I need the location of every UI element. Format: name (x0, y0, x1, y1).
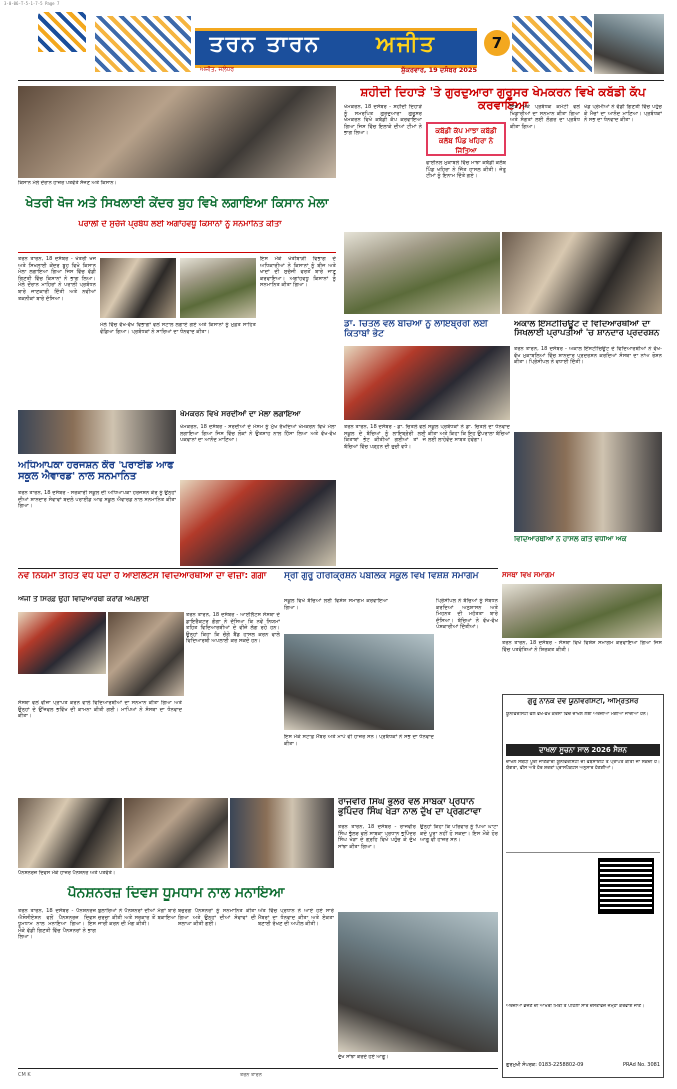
masthead-pattern-right (512, 16, 592, 72)
s7-body-col2: ਤਰਨ ਤਾਰਨ, 18 ਦਸੰਬਰ - ਆਈਲੈਟਸ ਸੰਸਥਾ ਦੇ ਡਾਇਰੈਕਟਰ ਗੰਗਾ ਨੇ ਦੱਸਿਆ ਕਿ ਨਵੇਂ ਨਿਯਮਾਂ ਤਹਿਤ ਵਿਦਿਆਰਥੀਆਂ ਦੇ ਵੀਜ਼ੇ ਲੱਗ ਰਹੇ ਹਨ। ਉਨ੍ਹਾਂ ਕਿਹਾ ਕਿ ਚੰਗੇ ਬੈਂਡ ਹਾਸਲ ਕਰਨ ਵਾਲੇ ਵਿਦਿਆਰਥੀ ਅਪਲਾਈ ਕਰ ਸਕਦੇ ਹਨ। (186, 612, 280, 645)
s1-body-col1: ਖੇਮਕਰਨ, 18 ਦਸੰਬਰ - ਸ਼ਹੀਦੀ ਦਿਹਾੜੇ ਨੂੰ ਸਮਰਪਿਤ ਗੁਰਦੁਆਰਾ ਗੁਰੂਸਰ ਖੇਮਕਰਨ ਵਿਖੇ ਕਬੱਡੀ ਕੱਪ ਕਰਵਾਇਆ ਗਿਆ ਜਿਸ ਵਿੱਚ ਇਲਾਕੇ ਦੀਆਂ ਟੀਮਾਂ ਨੇ ਭਾਗ ਲਿਆ। (344, 104, 422, 137)
s2-body-col2: ਮੇਲੇ ਵਿੱਚ ਵੱਖ-ਵੱਖ ਵਿਭਾਗਾਂ ਵਲੋਂ ਸਟਾਲ ਲਗਾਏ ਗਏ ਅਤੇ ਕਿਸਾਨਾਂ ਨੂੰ ਮੁਫ਼ਤ ਸਾਹਿਤ ਵੰਡਿਆ ਗਿਆ। ਪ੍ਰਬੰਧਕਾਂ ਨੇ ਸਾਰਿਆਂ ਦਾ ਧੰਨਵਾਦ ਕੀਤਾ। (100, 322, 256, 335)
s2-body-col1: ਤਰਨ ਤਾਰਨ, 18 ਦਸੰਬਰ - ਖੇਤਰੀ ਖੋਜ ਅਤੇ ਸਿਖਲਾਈ ਕੇਂਦਰ ਬੂਹ ਵਿਖੇ ਕਿਸਾਨ ਮੇਲਾ ਲਗਾਇਆ ਗਿਆ ਜਿਸ ਵਿੱਚ ਵੱਡੀ ਗਿਣਤੀ ਵਿੱਚ ਕਿਸਾਨਾਂ ਨੇ ਭਾਗ ਲਿਆ। ਮੇਲੇ ਦੌਰਾਨ ਮਾਹਿਰਾਂ ਨੇ ਪਰਾਲੀ ਪ੍ਰਬੰਧਨ ਬਾਰੇ ਜਾਣਕਾਰੀ ਦਿੱਤੀ ਅਤੇ ਨਵੀਆਂ ਤਕਨੀਕਾਂ ਬਾਰੇ ਦੱਸਿਆ। (18, 256, 96, 302)
masthead-photo (594, 14, 664, 74)
caption-top-left: ਕਿਸਾਨ ਮੇਲੇ ਦੌਰਾਨ ਹਾਜ਼ਰ ਪਤਵੰਤੇ ਸੱਜਣ ਅਤੇ ਕਿਸਾਨ। (18, 180, 117, 186)
footer-mid: ਤਰਨ ਤਾਰਨ (240, 1072, 262, 1078)
s7-photo-2 (108, 612, 184, 696)
s9-body-col2: ਉਨ੍ਹਾਂ ਕਿਹਾ ਕਿ ਪਰਿਵਾਰ ਨੂੰ ਪਿਆ ਘਾਟਾ ਕਦੇ ਪੂਰਾ ਨਹੀਂ ਹੋ ਸਕਦਾ। ਇਸ ਮੌਕੇ ਹੋਰ ਆਗੂ ਵੀ ਹਾਜ਼ਰ ਸਨ। (420, 824, 498, 844)
s5-body: ਖੇਮਕਰਨ, 18 ਦਸੰਬਰ - ਸਰਦੀਆਂ ਦੇ ਮੌਸਮ ਨੂੰ ਮੁੱਖ ਰੱਖਦਿਆਂ ਖੇਮਕਰਨ ਵਿਖੇ ਮੇਲਾ ਲਗਾਇਆ ਗਿਆ ਜਿਸ ਵਿੱਚ ਲੋਕਾਂ ਨੇ ਉਤਸ਼ਾਹ ਨਾਲ ਹਿੱਸਾ ਲਿਆ ਅਤੇ ਵੱਖ-ਵੱਖ ਪਕਵਾਨਾਂ ਦਾ ਆਨੰਦ ਮਾਣਿਆ। (180, 424, 336, 444)
masthead-date: ਸ਼ੁੱਕਰਵਾਰ, 19 ਦਸੰਬਰ 2025 (401, 66, 477, 74)
footer-divider (18, 1068, 498, 1069)
masthead-title-left: ਤਰਨ ਤਾਰਨ (209, 32, 321, 57)
s1-body-col4: ਖੇਡ ਪ੍ਰੇਮੀਆਂ ਨੇ ਵੱਡੀ ਗਿਣਤੀ ਵਿੱਚ ਪਹੁੰਚ ਕੇ ਮੈਚਾਂ ਦਾ ਆਨੰਦ ਮਾਣਿਆ। ਪ੍ਰਬੰਧਕਾਂ ਨੇ ਸਭ ਦਾ ਧੰਨਵਾਦ ਕੀਤਾ। (584, 104, 662, 124)
s12-headline: ਸੰਸਥਾ ਵਿਖੇ ਸਮਾਗਮ (502, 572, 555, 579)
masthead-pattern-left (95, 16, 191, 72)
bottom-photos-caption: ਪੈਨਸ਼ਨਰਜ਼ ਦਿਵਸ ਮੌਕੇ ਹਾਜ਼ਰ ਪੈਨਸ਼ਨਰ ਅਤੇ ਪਤਵੰਤੇ। (18, 870, 116, 876)
s1-photo-2 (502, 232, 662, 314)
s6-photo (18, 410, 176, 454)
s7-photo-1 (18, 612, 106, 674)
s2-subhead: ਪਰਾਲੀ ਦੇ ਸੁਚੱਜੇ ਪ੍ਰਬੰਧ ਲਈ ਅਗਾਂਹਵਧੂ ਕਿਸਾਨਾਂ ਨੂੰ ਸਨਮਾਨਿਤ ਕੀਤਾ (78, 220, 282, 228)
masthead-title-right: ਅਜੀਤ (376, 32, 436, 57)
s3-body-col1: ਤਰਨ ਤਾਰਨ, 18 ਦਸੰਬਰ - ਡਾ. ਚਿਤਲੇ ਵਲੋਂ ਸਕੂਲ ਦੇ ਬੱਚਿਆਂ ਨੂੰ ਲਾਇਬ੍ਰੇਰੀ ਲਈ ਕਿਤਾਬਾਂ ਭੇਟ ਕੀਤੀਆਂ ਗਈਆਂ ਤਾਂ ਜੋ ਬੱਚਿਆਂ ਵਿੱਚ ਪੜ੍ਹਨ ਦੀ ਰੁਚੀ ਵਧੇ। (344, 424, 426, 450)
s1-headline: ਸ਼ਹੀਦੀ ਦਿਹਾੜੇ 'ਤੇ ਗੁਰਦੁਆਰਾ ਗੁਰੂਸਰ ਖੇਮਕਰਨ ਵਿਖੇ ਕਬੱਡੀ ਕੱਪ ਕਰਵਾਇਆ (360, 86, 646, 113)
print-strip: 3-0-06-T-5-1-7-5 Page 7 (4, 1, 60, 6)
page-number: 7 (484, 30, 510, 56)
s11-headline: ਵਿਦਿਆਰਥੀਆਂ ਨੇ ਹਾਸਲ ਕੀਤੇ ਵਧੀਆ ਅੰਕ (514, 536, 627, 543)
s9-headline: ਰਾਜਵੀਰ ਸਿੰਘ ਭੁੱਲਰ ਵਲੋਂ ਸਾਬਕਾ ਪ੍ਰਧਾਨ ਭੁਪਿੰਦਰ ਸਿੰਘ ਖੇੜਾ ਨਾਲ ਦੁੱਖ ਦਾ ਪ੍ਰਗਟਾਵਾ (338, 798, 481, 817)
ad-title: ਗੁਰੂ ਨਾਨਕ ਦੇਵ ਯੂਨੀਵਰਸਿਟੀ, ਅੰਮ੍ਰਿਤਸਰ (527, 698, 639, 705)
s1-highlight: ਕਬੱਡੀ ਕੱਪ ਮਾਝਾ ਕਬੱਡੀ ਕਲੱਬ ਪਿੰਡ ਖਹਿਰਾ ਨੇ ਜਿੱਤਿਆ (426, 122, 506, 156)
s5-headline: ਖੇਮਕਰਨ ਵਿਖੇ ਸਰਦੀਆਂ ਦਾ ਮੇਲਾ ਲਗਾਇਆ (180, 410, 301, 418)
s2-headline: ਖੇਤਰੀ ਖੋਜ ਅਤੇ ਸਿਖਲਾਈ ਕੇਂਦਰ ਬੂਹ ਵਿਖੇ ਲਗਾਇਆ ਕਿਸਾਨ ਮੇਲਾ (25, 196, 329, 210)
s8-headline: ਸ੍ਰੀ ਗੁਰੂ ਹਰਿਕ੍ਰਿਸ਼ਨ ਪਬਲਿਕ ਸਕੂਲ ਵਿਖੇ ਵਿਸ਼ੇਸ਼ ਸਮਾਗਮ (284, 572, 479, 581)
bottom-photo-3 (230, 798, 334, 868)
s9-caption: ਦੁੱਖ ਸਾਂਝਾ ਕਰਦੇ ਹੋਏ ਆਗੂ। (338, 1054, 389, 1060)
s8-photo (284, 634, 434, 730)
s3-photo (344, 346, 510, 420)
masthead-subline: ਅਜੀਤ, ਜਲੰਧਰ (200, 66, 235, 73)
s9-body-col1: ਤਰਨ ਤਾਰਨ, 18 ਦਸੰਬਰ - ਰਾਜਵੀਰ ਸਿੰਘ ਭੁੱਲਰ ਵਲੋਂ ਸਾਬਕਾ ਪ੍ਰਧਾਨ ਭੁਪਿੰਦਰ ਸਿੰਘ ਖੇੜਾ ਦੇ ਗ੍ਰਹਿ ਵਿਖੇ ਪਹੁੰਚ ਕੇ ਦੁੱਖ ਸਾਂਝਾ ਕੀਤਾ ਗਿਆ। (338, 824, 416, 850)
photo-top-left (18, 86, 336, 178)
qr-code-icon (598, 858, 654, 914)
s4-body: ਤਰਨ ਤਾਰਨ, 18 ਦਸੰਬਰ - ਅਕਾਲ ਇੰਸਟੀਚਿਊਟ ਦੇ ਵਿਦਿਆਰਥੀਆਂ ਨੇ ਵੱਖ-ਵੱਖ ਮੁਕਾਬਲਿਆਂ ਵਿੱਚ ਸ਼ਾਨਦਾਰ ਪ੍ਰਦਰਸ਼ਨ ਕਰਦਿਆਂ ਸੰਸਥਾ ਦਾ ਨਾਂਅ ਰੋਸ਼ਨ ਕੀਤਾ। ਪ੍ਰਿੰਸੀਪਲ ਨੇ ਵਧਾਈ ਦਿੱਤੀ। (514, 346, 662, 366)
ad-notes: ਅਰਜ਼ੀਆਂ ਭੇਜਣ ਦੀ ਆਖਰੀ ਮਿਤੀ ਤੋਂ ਪਹਿਲਾਂ ਸਾਰੇ ਦਸਤਾਵੇਜ਼ ਜਮ੍ਹਾਂ ਕਰਵਾਏ ਜਾਣ। (506, 1004, 645, 1009)
ad-code: PRAd No. 3081 (623, 1062, 660, 1068)
s10-headline: ਪੈਨਸ਼ਨਰਜ਼ ਦਿਵਸ ਧੂਮਧਾਮ ਨਾਲ ਮਨਾਇਆ (67, 886, 285, 901)
ad-intro: ਯੂਨੀਵਰਸਿਟੀ ਵਲੋਂ ਵੱਖ-ਵੱਖ ਕੋਰਸਾਂ ਵਿੱਚ ਦਾਖਲੇ ਲਈ ਅਰਜ਼ੀਆਂ ਮੰਗੀਆਂ ਜਾਂਦੀਆਂ ਹਨ। (506, 712, 649, 717)
s9-photo (338, 912, 498, 1052)
s8-body-3: ਇਸ ਮੌਕੇ ਸਟਾਫ਼ ਮੈਂਬਰ ਅਤੇ ਮਾਪੇ ਵੀ ਹਾਜ਼ਰ ਸਨ। ਪ੍ਰਬੰਧਕਾਂ ਨੇ ਸਭ ਦਾ ਧੰਨਵਾਦ ਕੀਤਾ। (284, 734, 434, 747)
s1-photo-1 (344, 232, 500, 314)
s6-body: ਤਰਨ ਤਾਰਨ, 18 ਦਸੰਬਰ - ਸਰਕਾਰੀ ਸਕੂਲ ਦੀ ਅਧਿਆਪਕਾ ਹਰਜਸ਼ਨ ਕੌਰ ਨੂੰ ਉਨ੍ਹਾਂ ਦੀਆਂ ਸ਼ਾਨਦਾਰ ਸੇਵਾਵਾਂ ਬਦਲੇ ਪਰਾਈਡ ਆਫ ਸਕੂਲ ਐਵਾਰਡ ਨਾਲ ਸਨਮਾਨਿਤ ਕੀਤਾ ਗਿਆ। (18, 490, 176, 510)
s3-headline: ਡਾ. ਚਿਤਲੇ ਵਲੋਂ ਬੱਚਿਆਂ ਨੂੰ ਲਾਇਬ੍ਰੇਰੀ ਲਈ ਕਿਤਾਬਾਂ ਭੇਟ (344, 320, 488, 339)
s2-photo-2 (180, 258, 256, 318)
s1-body-col2: ਫਾਈਨਲ ਮੁਕਾਬਲੇ ਵਿੱਚ ਮਾਝਾ ਕਬੱਡੀ ਕਲੱਬ ਪਿੰਡ ਖਹਿਰਾ ਨੇ ਜਿੱਤ ਹਾਸਲ ਕੀਤੀ। ਜੇਤੂ ਟੀਮਾਂ ਨੂੰ ਇਨਾਮ ਦਿੱਤੇ ਗਏ। (426, 160, 506, 180)
bottom-photo-2 (124, 798, 228, 868)
s7-body-col1: ਸੰਸਥਾ ਵਲੋਂ ਵੀਜ਼ਾ ਪ੍ਰਾਪਤ ਕਰਨ ਵਾਲੇ ਵਿਦਿਆਰਥੀਆਂ ਦਾ ਸਨਮਾਨ ਕੀਤਾ ਗਿਆ ਅਤੇ ਉਨ੍ਹਾਂ ਦੇ ਉੱਜਵਲ ਭਵਿੱਖ ਦੀ ਕਾਮਨਾ ਕੀਤੀ ਗਈ। ਮਾਪਿਆਂ ਨੇ ਸੰਸਥਾ ਦਾ ਧੰਨਵਾਦ ਕੀਤਾ। (18, 700, 182, 720)
s10-body-col4: ਅੰਤ ਵਿੱਚ ਪ੍ਰਧਾਨ ਨੇ ਆਏ ਹੋਏ ਸਾਰੇ ਮੈਂਬਰਾਂ ਦਾ ਧੰਨਵਾਦ ਕੀਤਾ ਅਤੇ ਏਕਤਾ ਬਣਾਈ ਰੱਖਣ ਦੀ ਅਪੀਲ ਕੀਤੀ। (258, 908, 334, 928)
ad-footer: ਗੁਰਮੁਖੀ ਸੰਪਰਕ: 0183-2258802-09 (506, 1062, 584, 1068)
bottom-photo-1 (18, 798, 122, 868)
s5-photo (180, 480, 336, 566)
s7-headline: ਨਵੇਂ ਨਿਯਮਾਂ ਤਹਿਤ ਵੱਧ ਪੈਂਦਾ ਹੈ ਆਈਲੈਟਸ ਵਿਦਿਆਰਥੀਆਂ ਦਾ ਵੀਜ਼ਾ: ਗੰਗਾ (18, 572, 267, 581)
right-mid-photo (502, 584, 662, 638)
s2-photo-1 (100, 258, 176, 318)
s4-headline: ਅਕਾਲ ਇੰਸਟੀਚਿਊਟ ਦੇ ਵਿਦਿਆਰਥੀਆਂ ਦਾ ਸਿਖਲਾਈ ਪ੍ਰਾਪਤੀਆਂ 'ਚ ਸ਼ਾਨਦਾਰ ਪ੍ਰਦਰਸ਼ਨ (514, 320, 660, 339)
golden-temple-logo (38, 12, 86, 52)
s1-body-col3: ਇਸ ਮੌਕੇ ਪ੍ਰਬੰਧਕ ਕਮੇਟੀ ਵਲੋਂ ਖਿਡਾਰੀਆਂ ਦਾ ਸਨਮਾਨ ਕੀਤਾ ਗਿਆ ਅਤੇ ਸੰਗਤਾਂ ਲਈ ਲੰਗਰ ਦਾ ਪ੍ਰਬੰਧ ਕੀਤਾ ਗਿਆ। (510, 104, 580, 130)
s10-body-col1: ਤਰਨ ਤਾਰਨ, 18 ਦਸੰਬਰ - ਪੈਨਸ਼ਨਰਜ਼ ਐਸੋਸੀਏਸ਼ਨ ਵਲੋਂ ਪੈਨਸ਼ਨਰਜ਼ ਦਿਵਸ ਧੂਮਧਾਮ ਨਾਲ ਮਨਾਇਆ ਗਿਆ। ਇਸ ਮੌਕੇ ਵੱਡੀ ਗਿਣਤੀ ਵਿੱਚ ਪੈਨਸ਼ਨਰਾਂ ਨੇ ਭਾਗ ਲਿਆ। (18, 908, 96, 941)
ad-body: ਦਾਖਲੇ ਸਬੰਧੀ ਪੂਰੀ ਜਾਣਕਾਰੀ ਯੂਨੀਵਰਸਿਟੀ ਦੀ ਵੈੱਬਸਾਈਟ ਤੋਂ ਪ੍ਰਾਪਤ ਕੀਤੀ ਜਾ ਸਕਦੀ ਹੈ। ਯੋਗਤਾ, ਫੀਸ ਅਤੇ ਹੋਰ ਸ਼ਰਤਾਂ ਪ੍ਰਾਸਪੈਕਟਸ ਅਨੁਸਾਰ ਹੋਣਗੀਆਂ। (506, 760, 660, 771)
s8-body-1: ਸਕੂਲ ਵਿਖੇ ਬੱਚਿਆਂ ਲਈ ਵਿਸ਼ੇਸ਼ ਸਮਾਗਮ ਕਰਵਾਇਆ ਗਿਆ। (284, 598, 388, 611)
ad-subtitle: ਦਾਖਲਾ ਸੂਚਨਾ ਸਾਲ 2026 ਸੈਸ਼ਨ (506, 744, 660, 756)
s8-body-2: ਪ੍ਰਿੰਸੀਪਲ ਨੇ ਬੱਚਿਆਂ ਨੂੰ ਸੰਬੋਧਨ ਕਰਦਿਆਂ ਅਨੁਸ਼ਾਸਨ ਅਤੇ ਮਿਹਨਤ ਦੀ ਮਹੱਤਤਾ ਬਾਰੇ ਦੱਸਿਆ। ਬੱਚਿਆਂ ਨੇ ਵੱਖ-ਵੱਖ ਪੇਸ਼ਕਾਰੀਆਂ ਦਿੱਤੀਆਂ। (436, 598, 498, 631)
s6-headline: ਅਧਿਆਪਕਾ ਹਰਜਸ਼ਨ ਕੌਰ 'ਪਰਾਈਡ ਆਫ ਸਕੂਲ ਐਵਾਰਡ' ਨਾਲ ਸਨਮਾਨਿਤ (18, 460, 174, 482)
masthead-divider (18, 80, 664, 81)
s10-body-col2: ਬੁਲਾਰਿਆਂ ਨੇ ਪੈਨਸ਼ਨਰਾਂ ਦੀਆਂ ਮੰਗਾਂ ਬਾਰੇ ਚਰਚਾ ਕੀਤੀ ਅਤੇ ਸਰਕਾਰ ਤੋਂ ਬਕਾਇਆ ਜਾਰੀ ਕਰਨ ਦੀ ਮੰਗ ਕੀਤੀ। (98, 908, 176, 928)
right-mid-body: ਤਰਨ ਤਾਰਨ, 18 ਦਸੰਬਰ - ਸੰਸਥਾ ਵਿਖੇ ਵਿਸ਼ੇਸ਼ ਸਮਾਗਮ ਕਰਵਾਇਆ ਗਿਆ ਜਿਸ ਵਿੱਚ ਪਤਵੰਤਿਆਂ ਨੇ ਸ਼ਿਰਕਤ ਕੀਤੀ। (502, 640, 662, 653)
s7-subhead: ਅੱਜੀ ਤੋਂ ਸਿਰਫ਼ ਉਹੀ ਵਿਦਿਆਰਥੀ ਕਰਾਂਗੇ ਅਪਲਾਈ (18, 596, 149, 603)
mid-divider (18, 568, 498, 569)
s2-divider (18, 252, 336, 253)
s4-photo (514, 432, 662, 532)
s10-body-col3: ਬਜ਼ੁਰਗ ਪੈਨਸ਼ਨਰਾਂ ਨੂੰ ਸਨਮਾਨਿਤ ਕੀਤਾ ਗਿਆ ਅਤੇ ਉਨ੍ਹਾਂ ਦੀਆਂ ਸੇਵਾਵਾਂ ਦੀ ਸ਼ਲਾਘਾ ਕੀਤੀ ਗਈ। (178, 908, 256, 928)
footer-left: CM K (18, 1072, 31, 1078)
s3-body-col2: ਸਕੂਲ ਪ੍ਰਬੰਧਕਾਂ ਨੇ ਡਾ. ਚਿਤਲੇ ਦਾ ਧੰਨਵਾਦ ਕੀਤਾ ਅਤੇ ਕਿਹਾ ਕਿ ਇਹ ਉਪਰਾਲਾ ਬੱਚਿਆਂ ਲਈ ਲਾਹੇਵੰਦ ਸਾਬਤ ਹੋਵੇਗਾ। (428, 424, 510, 444)
s2-body-col3: ਇਸ ਮੌਕੇ ਖੇਤੀਬਾੜੀ ਵਿਭਾਗ ਦੇ ਅਧਿਕਾਰੀਆਂ ਨੇ ਕਿਸਾਨਾਂ ਨੂੰ ਬੀਜ ਅਤੇ ਖਾਦਾਂ ਦੀ ਸੁਚੱਜੀ ਵਰਤੋਂ ਬਾਰੇ ਜਾਣੂ ਕਰਵਾਇਆ। ਅਗਾਂਹਵਧੂ ਕਿਸਾਨਾਂ ਨੂੰ ਸਨਮਾਨਿਤ ਕੀਤਾ ਗਿਆ। (260, 256, 336, 289)
